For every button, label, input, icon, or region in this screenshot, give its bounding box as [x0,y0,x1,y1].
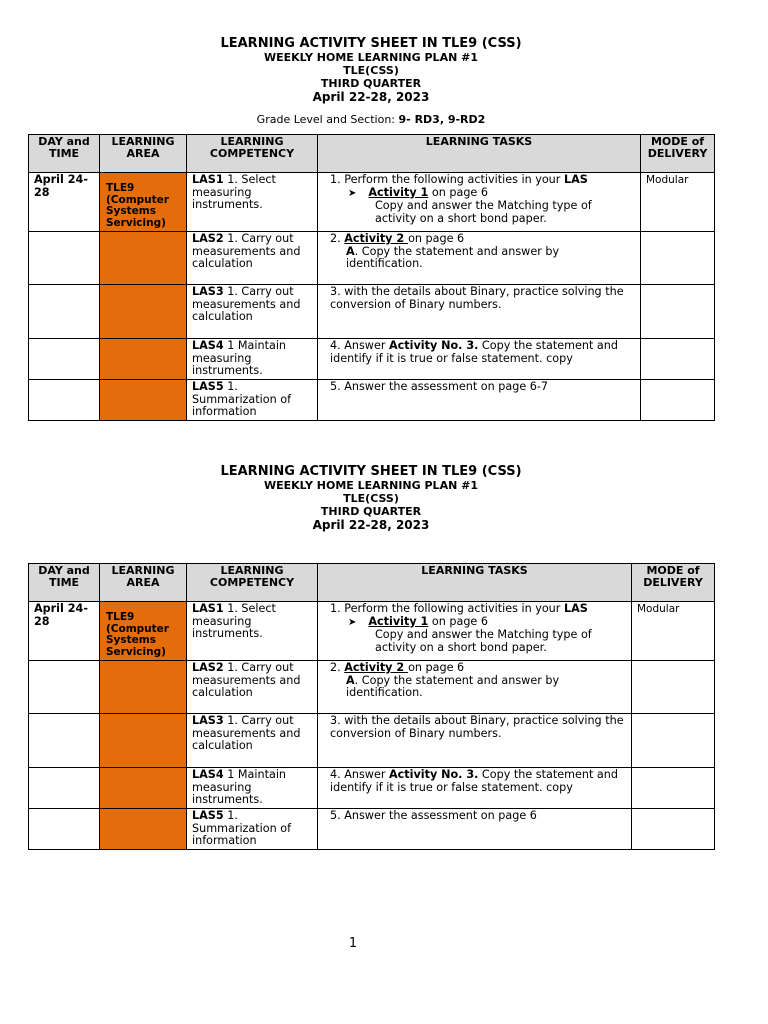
task-cell: 5. Answer the assessment on page 6 [318,809,632,850]
col-learning-area: LEARNING AREA [100,135,187,173]
day-cell: April 24-28 [29,602,100,661]
table-row [29,661,715,714]
activity-table-1 [28,134,714,421]
arrow-bullet-icon: ➤ [348,187,357,199]
quarter-title: THIRD QUARTER [320,77,422,90]
col-learning-competency: LEARNING COMPETENCY [187,564,318,602]
date-title: April 22-28, 2023 [312,90,430,104]
page-number: 1 [348,936,358,951]
col-learning-area: LEARNING AREA [100,564,187,602]
task-cell: 3. with the details about Binary, practice solving the conversion of Binary numbers. [318,714,632,768]
table-row [29,380,715,421]
plan-title: WEEKLY HOME LEARNING PLAN #1 [264,479,478,492]
competency-cell: LAS3 1. Carry out measurements and calculation [187,714,318,768]
table-row [29,232,715,285]
col-day-time: DAY and TIME [29,135,100,173]
task-cell: 2. Activity 2 on page 6 A. Copy the statement and answer by identification. [318,661,632,714]
mode-cell: Modular [632,602,715,661]
col-mode-delivery: MODE of DELIVERY [632,564,715,602]
plan-title: WEEKLY HOME LEARNING PLAN #1 [264,51,478,64]
table-row [29,285,715,339]
competency-cell: LAS5 1. Summarization of information [187,809,318,850]
competency-cell: LAS1 1. Select measuring instruments. [187,173,318,232]
task-cell: 2. Activity 2 on page 6 A. Copy the statement and answer by identification. [318,232,641,285]
sheet-header-1 [28,36,714,126]
competency-cell: LAS4 1 Maintain measuring instruments. [187,768,318,809]
task-cell: 5. Answer the assessment on page 6-7 [318,380,641,421]
sheet-header-2 [28,464,714,532]
mode-cell: Modular [641,173,715,232]
competency-cell: LAS5 1. Summarization of information [187,380,318,421]
task-cell: 4. Answer Activity No. 3. Copy the statement and identify if it is true or false statement. copy [318,339,641,380]
activity-table-2 [28,563,714,850]
table-row [29,809,715,850]
col-mode-delivery: MODE of DELIVERY [641,135,715,173]
competency-cell: LAS2 1. Carry out measurements and calculation [187,661,318,714]
competency-cell: LAS1 1. Select measuring instruments. [187,602,318,661]
day-cell: April 24-28 [29,173,100,232]
task-cell: 1. Perform the following activities in your LAS ➤ Activity 1 on page 6 Copy and answer the Matching type of activity on a short bond paper. [318,173,641,232]
table-row [29,339,715,380]
grade-level: Grade Level and Section: 9- RD3, 9-RD2 [256,113,486,126]
col-learning-tasks: LEARNING TASKS [318,135,641,173]
table-row [29,714,715,768]
competency-cell: LAS3 1. Carry out measurements and calculation [187,285,318,339]
col-learning-tasks: LEARNING TASKS [318,564,632,602]
competency-cell: LAS2 1. Carry out measurements and calculation [187,232,318,285]
task-cell: 3. with the details about Binary, practice solving the conversion of Binary numbers. [318,285,641,339]
subject-title: TLE(CSS) [343,64,399,77]
table-row [29,768,715,809]
sheet-title: LEARNING ACTIVITY SHEET IN TLE9 (CSS) [220,36,522,51]
col-learning-competency: LEARNING COMPETENCY [187,135,318,173]
quarter-title: THIRD QUARTER [320,505,422,518]
competency-cell: LAS4 1 Maintain measuring instruments. [187,339,318,380]
task-cell: 4. Answer Activity No. 3. Copy the statement and identify if it is true or false statement. copy [318,768,632,809]
task-cell: 1. Perform the following activities in your LAS ➤ Activity 1 on page 6 Copy and answer the Matching type of activity on a short bond paper. [318,602,632,661]
sheet-title: LEARNING ACTIVITY SHEET IN TLE9 (CSS) [220,464,522,479]
learning-area-cell: TLE9 (Computer Systems Servicing) [100,173,187,232]
learning-area-cell: TLE9 (Computer Systems Servicing) [100,602,187,661]
col-day-time: DAY and TIME [29,564,100,602]
table-row [29,602,715,661]
date-title: April 22-28, 2023 [312,518,430,532]
arrow-bullet-icon: ➤ [348,616,357,628]
table-row [29,173,715,232]
subject-title: TLE(CSS) [343,492,399,505]
